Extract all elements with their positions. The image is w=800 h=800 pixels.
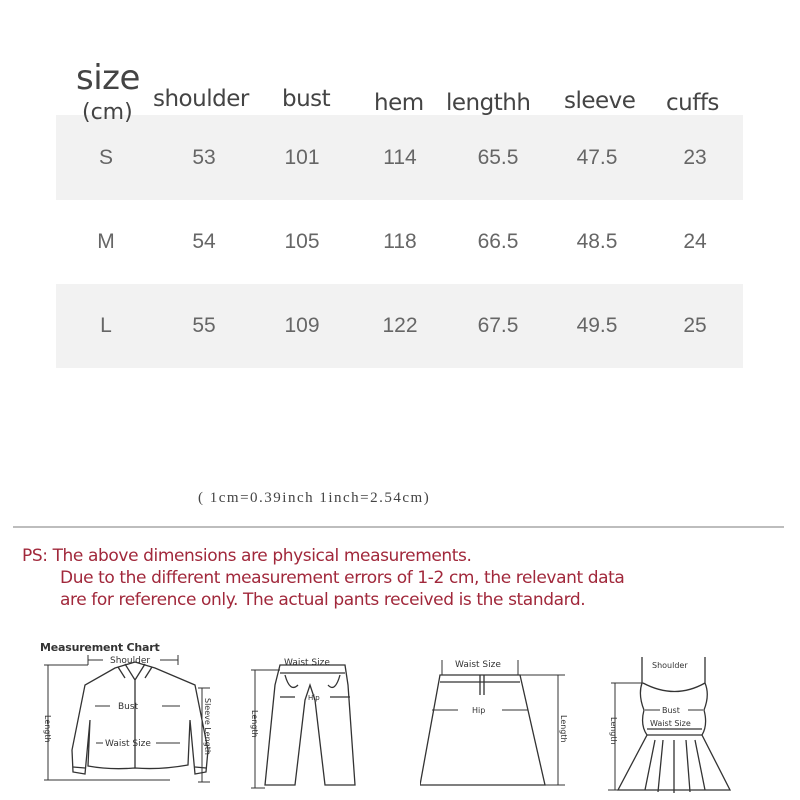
shirt-diagram [30,650,230,800]
col-header-hem: hem [374,90,424,116]
length-label: Length [43,715,52,743]
bust-cell: 101 [284,146,320,169]
shoulder-cell: 54 [192,230,216,253]
shoulder-cell: 55 [192,314,216,337]
ps-line-1: PS: The above dimensions are physical measurements. [22,546,472,566]
divider [13,526,784,528]
length-cell: 65.5 [477,146,519,169]
waist-label: Waist Size [650,719,691,728]
col-header-shoulder: shoulder [153,86,249,112]
hip-label: Hip [472,706,486,715]
shoulder-label: Shoulder [652,661,688,670]
sleeve-cell: 48.5 [576,230,618,253]
bust-cell: 105 [284,230,320,253]
length-label: Length [559,715,568,743]
cuffs-cell: 24 [683,230,707,253]
waist-label: Waist Size [284,658,330,668]
pants-diagram [240,655,370,800]
length-cell: 66.5 [477,230,519,253]
sleeve-cell: 49.5 [576,314,618,337]
waist-label: Waist Size [105,739,151,749]
bust-label: Bust [662,706,680,715]
bust-cell: 109 [284,314,320,337]
size-cell: L [100,314,112,337]
bust-label: Bust [118,702,139,712]
col-header-sleeve: sleeve [564,88,636,114]
sleeve-cell: 47.5 [576,146,618,169]
shoulder-cell: 53 [192,146,216,169]
ps-line-2: Due to the different measurement errors of 1-2 cm, the relevant data [60,568,625,588]
hem-cell: 122 [382,314,418,337]
hip-label: Hip [308,694,320,702]
unit-header: (cm) [82,100,133,125]
hem-cell: 114 [383,146,417,169]
length-label: Length [609,717,618,745]
size-cell: S [98,146,113,169]
col-header-length: lengthh [446,90,531,116]
size-header: size [76,58,140,98]
col-header-bust: bust [282,86,331,112]
size-cell: M [97,230,115,253]
hem-cell: 118 [383,230,417,253]
sleeve-length-label: Sleeve Length [203,698,212,755]
length-label: Length [250,710,259,738]
dress-diagram [600,655,750,800]
shoulder-label: Shoulder [110,656,151,666]
length-cell: 67.5 [477,314,519,337]
cuffs-cell: 23 [683,146,707,169]
skirt-diagram [420,655,580,800]
col-header-cuffs: cuffs [666,90,719,116]
measurement-chart-title: Measurement Chart [40,641,160,654]
waist-label: Waist Size [455,660,501,670]
cuffs-cell: 25 [683,314,707,337]
unit-conversion-note: ( 1cm=0.39inch 1inch=2.54cm) [198,490,431,506]
ps-line-3: are for reference only. The actual pants received is the standard. [60,590,586,610]
